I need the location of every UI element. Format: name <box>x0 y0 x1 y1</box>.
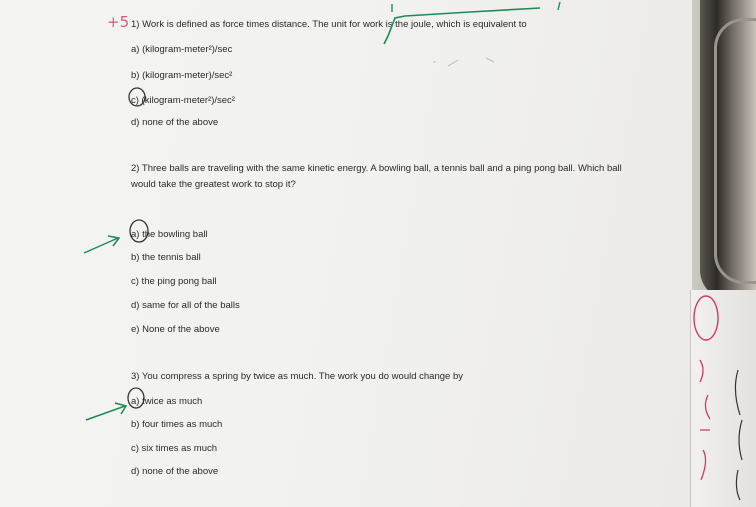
q3-green-arrow <box>86 403 126 420</box>
q1-option-c: c) (kilogram-meter²)/sec² <box>131 95 235 106</box>
q3-option-b: b) four times as much <box>131 419 223 430</box>
q1-option-d: d) none of the above <box>131 117 219 128</box>
q1-option-a: a) (kilogram-meter²)/sec <box>131 44 233 55</box>
q2-green-arrow <box>84 236 119 253</box>
q3-option-a: a) twice as much <box>131 396 203 407</box>
pencil-marks <box>433 58 494 66</box>
green-strike-mark <box>384 8 540 44</box>
pink-circled-note <box>694 296 718 340</box>
pencil-handwriting-second-sheet <box>735 370 742 500</box>
q2-option-e: e) None of the above <box>131 324 220 335</box>
question-2-text: 2) Three balls are traveling with the same kinetic energy. A bowling ball, a tennis ball and a ping pong ball. Which ball would take the greatest work to stop it? <box>131 163 622 190</box>
question-1-text: 1) Work is defined as force times distance. The unit for work is the joule, which is equivalent to <box>131 19 527 30</box>
q2-answer-circle <box>130 220 148 242</box>
q2-option-a: a) the bowling ball <box>131 229 208 240</box>
score-mark: +5 <box>107 13 130 31</box>
q3-answer-circle <box>128 388 144 408</box>
q3-option-c: c) six times as much <box>131 443 218 454</box>
q1-answer-circle <box>129 88 145 106</box>
green-bracket-mark <box>392 2 560 12</box>
q2-option-b: b) the tennis ball <box>131 252 201 263</box>
q2-option-c: c) the ping pong ball <box>131 276 217 287</box>
question-3-text: 3) You compress a spring by twice as much. The work you do would change by <box>131 371 463 382</box>
q3-option-d: d) none of the above <box>131 466 219 477</box>
pink-handwriting <box>700 360 710 480</box>
q2-option-d: d) same for all of the balls <box>131 300 240 311</box>
q1-option-b: b) (kilogram-meter)/sec² <box>131 70 233 81</box>
